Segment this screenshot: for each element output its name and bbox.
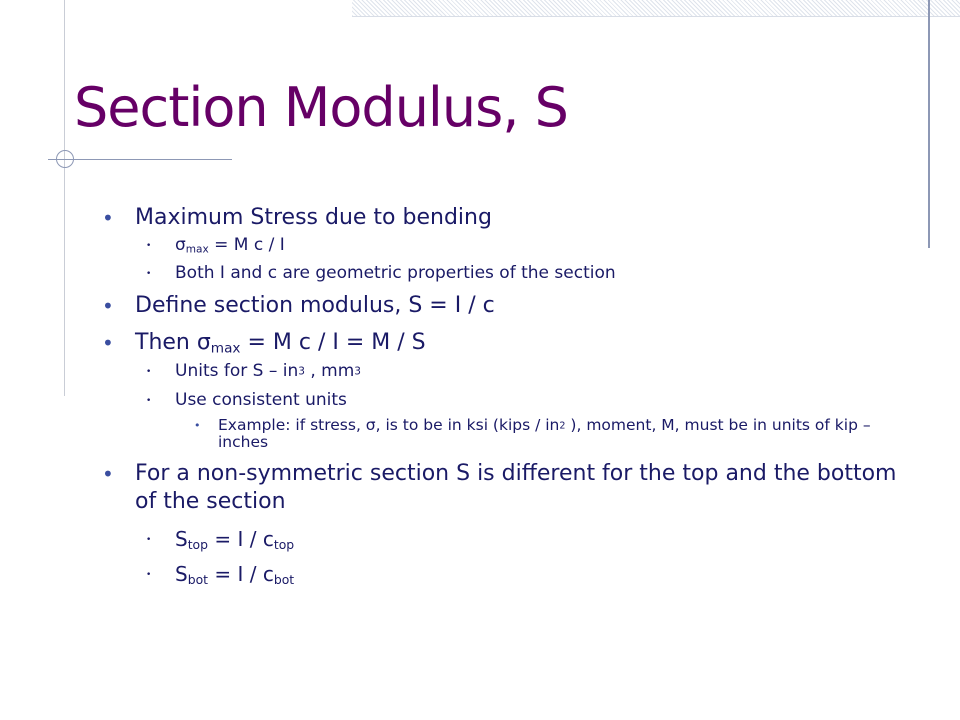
slide-body — [100, 204, 920, 587]
formula-mid: = I / c — [208, 527, 274, 551]
bullet-text: Use consistent units — [175, 390, 347, 410]
bullet-dot: • — [194, 419, 201, 432]
formula-rest: = M c / I — [208, 235, 285, 255]
example-pre: Example: if stress, σ, is to be in ksi (kips / in — [218, 416, 560, 434]
formula-mid: = I / c — [208, 562, 274, 586]
subscript-max: max — [185, 243, 209, 256]
example-post: ), moment, M, must be in units of kip – inches — [218, 416, 871, 451]
subscript-bot: bot — [187, 572, 209, 588]
subscript-bot: bot — [273, 572, 295, 588]
units-pre: Units for S – in — [175, 361, 299, 381]
superscript-2: 2 — [559, 420, 566, 432]
bullet-dot: • — [146, 241, 152, 251]
sub-bullet-consistent-units — [100, 389, 920, 412]
s-letter: S — [175, 562, 188, 586]
bullet-non-symmetric — [100, 460, 920, 516]
bullet-dot: • — [146, 535, 152, 545]
bullet-text-rest: = M c / I = M / S — [240, 330, 426, 355]
superscript-3: 3 — [298, 365, 305, 378]
decorative-right-vertical-line — [928, 0, 930, 248]
bullet-dot: • — [102, 294, 114, 318]
bullet-dot: • — [102, 331, 114, 355]
decorative-top-band — [352, 0, 960, 17]
bullet-max-stress — [100, 204, 920, 232]
decorative-left-vertical-line — [64, 0, 65, 396]
decorative-circle — [56, 150, 74, 168]
bullet-then-sigma — [100, 329, 920, 357]
bullet-dot: • — [146, 269, 152, 279]
subscript-top: top — [273, 537, 295, 553]
units-mid: , mm — [304, 361, 355, 381]
decorative-title-underline — [48, 159, 232, 160]
bullet-text: Both I and c are geometric properties of the section — [175, 263, 616, 283]
bullet-dot: • — [146, 367, 152, 377]
sub-sub-bullet-example — [100, 417, 920, 451]
sub-bullet-s-bot — [100, 561, 920, 587]
subscript-max: max — [210, 340, 241, 357]
bullet-dot: • — [146, 396, 152, 406]
bullet-define-modulus — [100, 292, 920, 320]
sub-bullet-geometric — [100, 262, 920, 285]
slide-title: Section Modulus, S — [74, 76, 568, 139]
bullet-dot: • — [146, 570, 152, 580]
sub-bullet-units — [100, 360, 920, 383]
sub-bullet-s-top — [100, 526, 920, 552]
bullet-text-pre: Then σ — [135, 330, 211, 355]
s-letter: S — [175, 527, 188, 551]
subscript-top: top — [187, 537, 209, 553]
bullet-dot: • — [102, 206, 114, 230]
bullet-dot: • — [102, 462, 114, 486]
sigma-symbol: σ — [175, 235, 186, 255]
superscript-3: 3 — [354, 365, 361, 378]
bullet-text: Define section modulus, S = I / c — [135, 293, 495, 318]
bullet-text: For a non-symmetric section S is different for the top and the bottom of the section — [135, 461, 897, 514]
bullet-text: Maximum Stress due to bending — [135, 205, 492, 230]
sub-bullet-sigma-formula — [100, 234, 920, 257]
